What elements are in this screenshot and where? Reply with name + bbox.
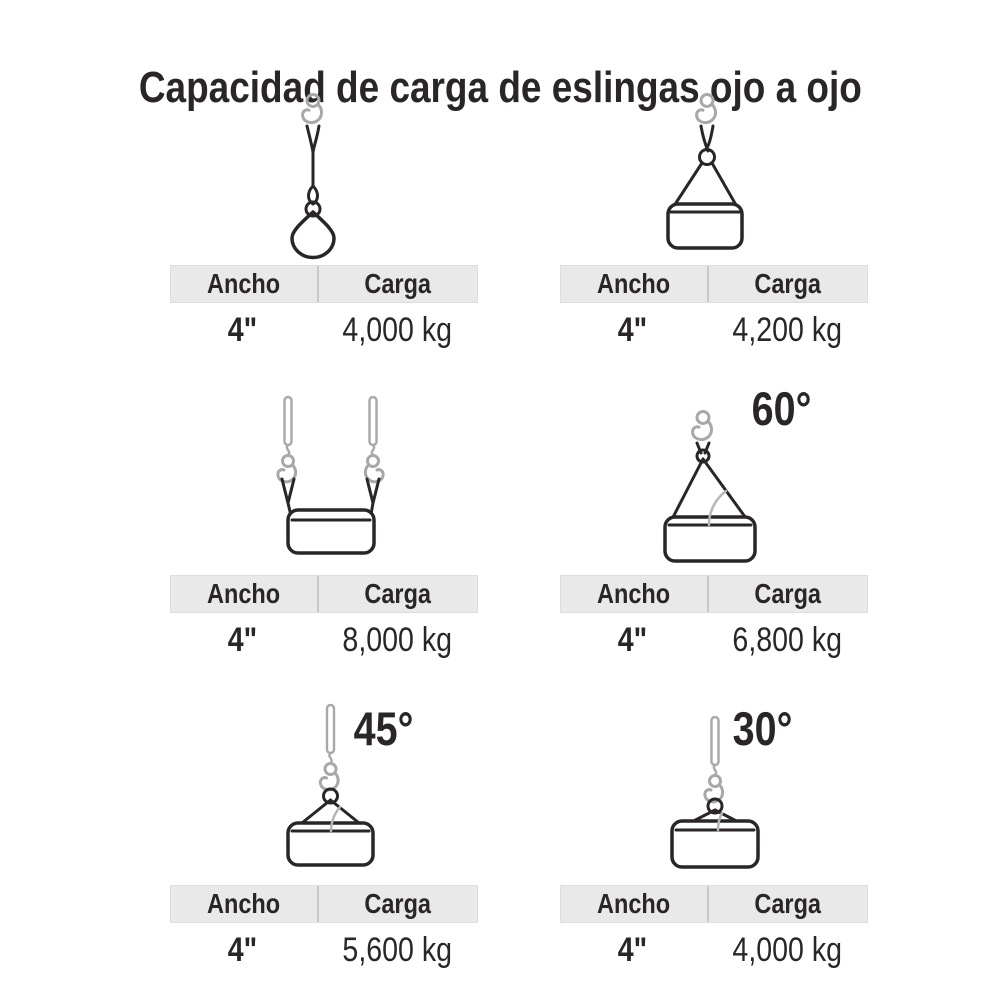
crane-hook-icon	[697, 95, 716, 123]
table-value-row	[560, 930, 868, 971]
ancho-value: 4"	[618, 931, 648, 969]
ancho-header: Ancho	[207, 578, 281, 609]
ancho-value: 4"	[228, 311, 258, 349]
crane-hook-icon	[365, 397, 383, 482]
sling-30-drawing	[560, 703, 868, 880]
ancho-value: 4"	[228, 621, 258, 659]
capacity-table	[170, 575, 478, 661]
crane-hook-icon	[320, 705, 338, 790]
load-box	[672, 821, 758, 867]
panel-double-vertical-sling	[170, 393, 478, 661]
double-vertical-sling-drawing	[170, 393, 478, 570]
table-header-row	[560, 265, 868, 303]
carga-header: Carga	[317, 266, 477, 302]
sling-60-drawing	[560, 393, 868, 570]
table-value-row	[560, 310, 868, 351]
carga-value: 5,600 kg	[342, 931, 452, 969]
capacity-table	[170, 885, 478, 971]
table-header-row	[170, 885, 478, 923]
double-vertical-sling-illustration	[170, 393, 478, 570]
ancho-header: Ancho	[597, 888, 671, 919]
choker-sling-drawing	[560, 88, 868, 262]
carga-header: Carga	[317, 576, 477, 612]
ancho-header: Ancho	[207, 268, 281, 299]
panel-30-degree-sling	[560, 703, 868, 971]
table-value-row	[170, 620, 478, 661]
table-value-row	[170, 930, 478, 971]
table-value-row	[560, 620, 868, 661]
crane-hook-icon	[693, 412, 712, 440]
ancho-header: Ancho	[207, 888, 281, 919]
crane-hook-icon	[278, 397, 296, 482]
ancho-header: Ancho	[597, 268, 671, 299]
sling-60-illustration	[560, 393, 868, 570]
panel-vertical-sling	[170, 88, 478, 351]
carga-header: Carga	[707, 886, 867, 922]
table-value-row	[170, 310, 478, 351]
sling-strap	[292, 126, 334, 258]
choker-sling-illustration	[560, 88, 868, 262]
carga-header: Carga	[707, 576, 867, 612]
panel-60-degree-sling	[560, 382, 868, 661]
angle-label: 60°	[751, 382, 812, 435]
crane-hook-icon	[303, 95, 322, 123]
sling-45-drawing	[170, 703, 478, 880]
panel-choker-sling	[560, 88, 868, 351]
sling-strap	[670, 126, 740, 212]
sling-45-illustration	[170, 703, 478, 880]
sling-loop	[292, 212, 334, 258]
table-header-row	[560, 575, 868, 613]
carga-header: Carga	[317, 886, 477, 922]
ancho-value: 4"	[618, 621, 648, 659]
capacity-table	[560, 885, 868, 971]
carga-value: 4,200 kg	[732, 311, 842, 349]
panel-45-degree-sling	[170, 703, 478, 971]
ancho-value: 4"	[618, 311, 648, 349]
capacity-table	[170, 265, 478, 351]
table-header-row	[170, 575, 478, 613]
carga-value: 4,000 kg	[342, 311, 452, 349]
capacity-table	[560, 265, 868, 351]
capacity-table	[560, 575, 868, 661]
ancho-value: 4"	[228, 931, 258, 969]
carga-header: Carga	[707, 266, 867, 302]
carga-value: 4,000 kg	[732, 931, 842, 969]
load-box	[288, 510, 374, 553]
angle-label: 45°	[353, 702, 414, 755]
single-vertical-sling-illustration	[170, 88, 478, 262]
angle-label: 30°	[732, 702, 793, 755]
carga-value: 6,800 kg	[732, 621, 842, 659]
page-title-text: Capacidad de carga de eslingas ojo a ojo	[138, 63, 862, 113]
carga-value: 8,000 kg	[342, 621, 452, 659]
crane-hook-icon	[705, 717, 723, 802]
ancho-header: Ancho	[597, 578, 671, 609]
single-vertical-sling-drawing	[170, 88, 478, 262]
sling-30-illustration	[560, 703, 868, 880]
table-header-row	[560, 885, 868, 923]
table-header-row	[170, 265, 478, 303]
